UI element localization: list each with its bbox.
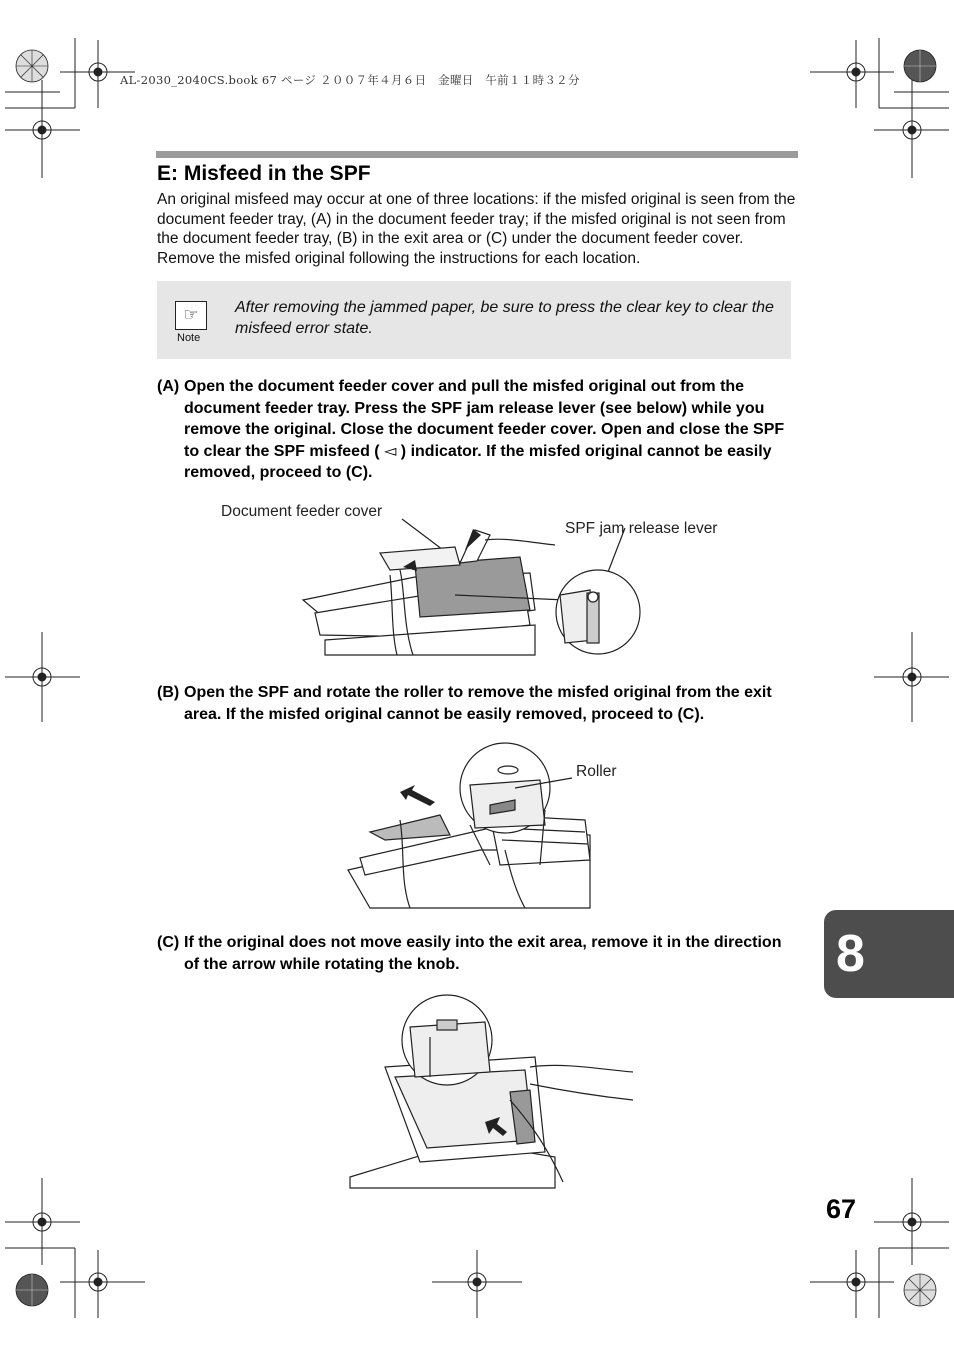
illustration-c-feeder-cover [345,992,637,1188]
callout-roller: Roller [576,763,617,780]
print-header: AL-2030_2040CS.book 67 ページ ２００７年４月６日 金曜日 午前１１時３２分 [120,73,580,87]
note-text: After removing the jammed paper, be sure to press the clear key to clear the misfeed error state. [235,299,774,337]
step-a [157,376,797,484]
callout-document-feeder-cover: Document feeder cover [221,503,383,520]
step-tag: (C) [157,934,180,951]
page-number: 67 [826,1194,857,1224]
step-tag: (B) [157,684,180,701]
note-box [157,281,791,359]
intro-paragraph: An original misfeed may occur at one of three locations: if the misfed original is seen from the document feeder tray, (A) in the document feeder tray; if the misfed original is not seen from the document feeder tray, (B) in the exit area or (C) under the document feeder cover. Remove the misfed original following the instructions for each location. [157,191,796,267]
illustration-a-document-feeder [295,515,655,655]
step-b [157,682,797,725]
note-label: Note [177,332,201,344]
step-text: If the original does not move easily into the exit area, remove it in the direction of the arrow while rotating the knob. [184,934,782,973]
section-rule [156,151,798,158]
step-text: Open the document feeder cover and pull the misfed original out from the document feeder tray. Press the SPF jam release lever (see below) while you remove the original. Close the document feeder cover. Open and close the SPF to clear the SPF misfeed ( ◅ ) indicator. If the misfed original cannot be easily removed, proceed to (C). [184,378,785,481]
step-c [157,932,797,975]
arrow-icon [400,785,435,806]
chapter-tab: 8 [824,910,954,998]
section-title: E: Misfeed in the SPF [157,162,371,185]
illustration-b-exit-area [340,740,600,908]
callout-spf-jam-release-lever: SPF jam release lever [565,520,718,537]
pointing-hand-icon: ☞ [175,301,207,330]
step-tag: (A) [157,378,180,395]
step-text: Open the SPF and rotate the roller to remove the misfed original from the exit area. If the misfed original cannot be easily removed, proceed to (C). [184,684,772,723]
